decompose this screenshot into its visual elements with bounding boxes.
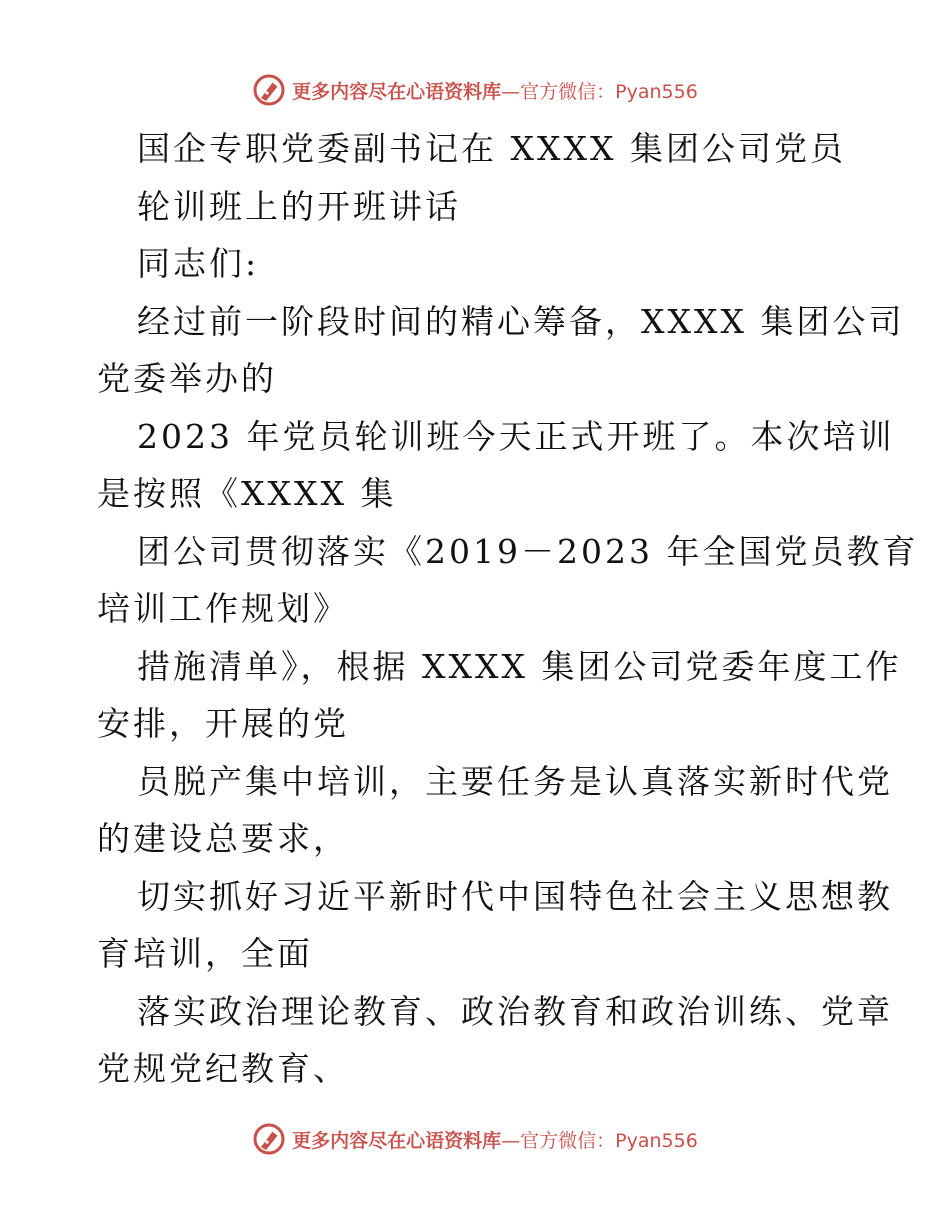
text-line: 员脱产集中培训，主要任务是认真落实新时代党 — [137, 761, 893, 801]
text-line: 落实政治理论教育、政治教育和政治训练、党章 — [137, 991, 893, 1031]
watermark-text: 更多内容尽在心语资料库—官方微信：Pyan556 — [292, 1129, 698, 1152]
text-line: 的建设总要求， — [97, 819, 349, 858]
text-line: 安排，开展的党 — [97, 704, 349, 743]
text-line: 培训工作规划》 — [97, 589, 349, 628]
watermark-text: 更多内容尽在心语资料库—官方微信：Pyan556 — [292, 80, 698, 103]
text-line: 2023 年党员轮训班今天正式开班了。本次培训 — [137, 416, 895, 456]
footer-watermark — [0, 1119, 950, 1159]
pen-nib-circle-icon — [252, 1122, 286, 1156]
text-line: 同志们: — [137, 244, 260, 283]
pen-nib-circle-icon — [252, 73, 286, 107]
text-line: 党委举办的 — [97, 359, 277, 398]
text-line: 是按照《XXXX 集 — [97, 474, 397, 513]
text-line: 国企专职党委副书记在 XXXX 集团公司党员 — [137, 129, 846, 168]
text-line: 党规党纪教育、 — [97, 1049, 349, 1088]
document-body — [97, 120, 919, 1098]
text-line: 经过前一阶段时间的精心筹备，XXXX 集团公司 — [137, 301, 905, 341]
text-line: 育培训，全面 — [97, 934, 313, 973]
text-line: 轮训班上的开班讲话 — [137, 186, 461, 226]
text-line: 团公司贯彻落实《2019－2023 年全国党员教育 — [137, 531, 919, 571]
text-line: 切实抓好习近平新时代中国特色社会主义思想教 — [137, 876, 893, 916]
text-line: 措施清单》，根据 XXXX 集团公司党委年度工作 — [137, 646, 902, 686]
header-watermark — [0, 70, 950, 110]
